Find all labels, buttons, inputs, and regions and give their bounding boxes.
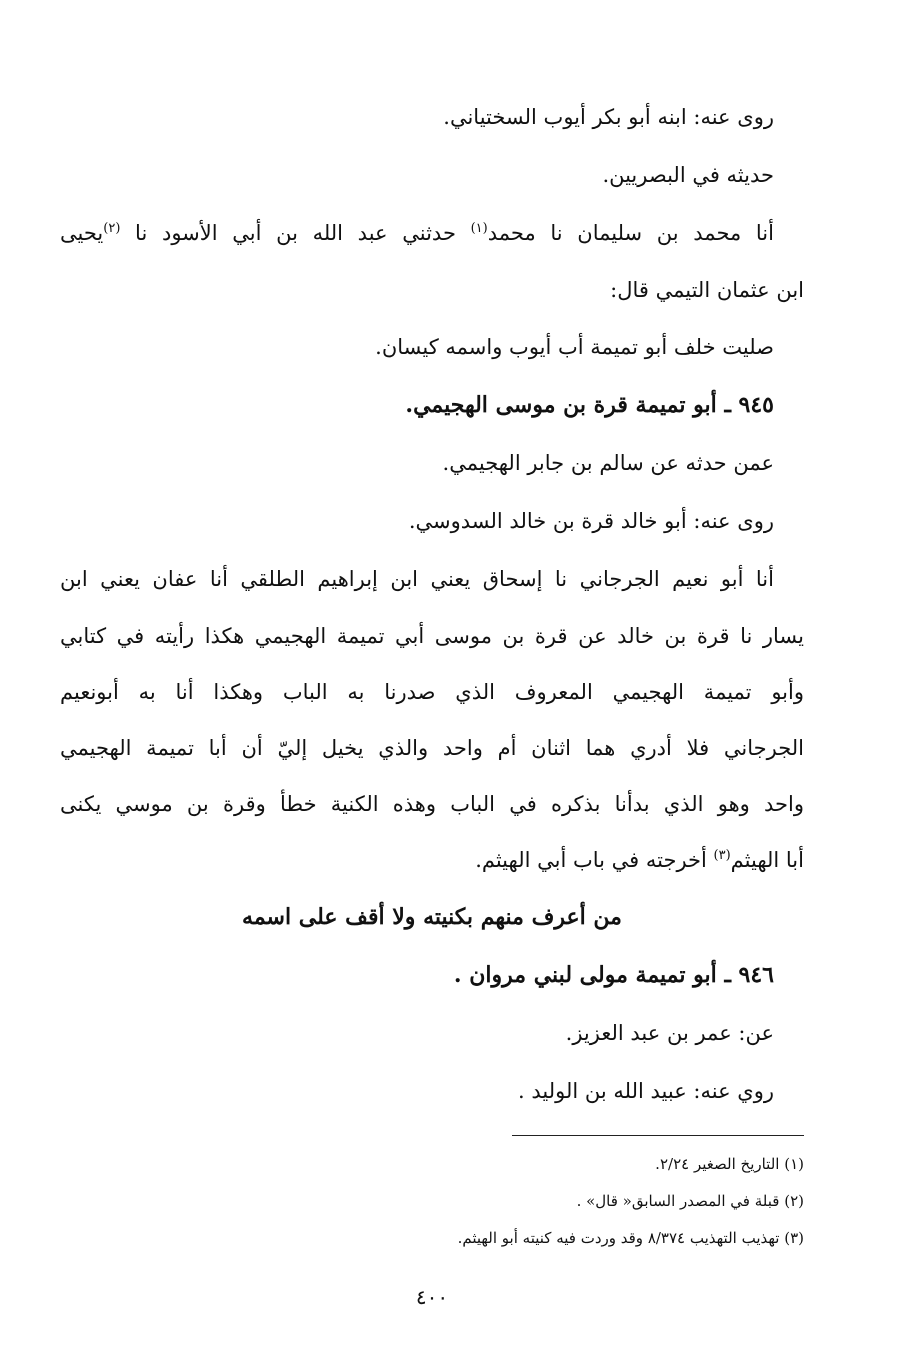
footnote-divider <box>512 1135 804 1136</box>
paragraph-line: وأبو تميمة الهجيمي المعروف الذي صدرنا به الباب وهكذا أنا به أبونعيم <box>60 680 804 704</box>
paragraph-line: أنا أبو نعيم الجرجاني نا إسحاق يعني ابن إبراهيم الطلقي أنا عفان يعني ابن <box>60 567 774 591</box>
footnote-ref-2: (٢) <box>103 221 121 236</box>
footnote-2: (٢) قبلة في المصدر السابق« قال» . <box>576 1192 804 1210</box>
paragraph-line <box>60 832 804 888</box>
section-heading: من أعرف منهم بكنيته ولا أقف على اسمه <box>242 904 622 930</box>
paragraph-line: الجرجاني فلا أدري هما اثنان أم واحد والذي يخيل إليّ أن أبا تميمة الهجيمي <box>60 736 804 760</box>
entry-heading-945: ٩٤٥ ـ أبو تميمة قرة بن موسى الهجيمي. <box>405 392 774 418</box>
footnote-ref-3: (٣) <box>713 848 731 863</box>
isnad-text: يحيى <box>60 221 104 245</box>
hadith-location-line: حديثه في البصريين. <box>602 163 774 187</box>
entry-945-paragraph <box>60 550 804 888</box>
footnote-1: (١) التاريخ الصغير ٢/٢٤. <box>655 1155 804 1173</box>
paragraph-line: يسار نا قرة بن خالد عن قرة بن موسى أبي تميمة الهجيمي هكذا رأيته في كتابي <box>60 624 804 648</box>
isnad-text: أنا محمد بن سليمان نا محمد <box>487 221 774 245</box>
footnotes <box>60 1146 804 1257</box>
entry-945-source: عمن حدثه عن سالم بن جابر الهجيمي. <box>442 451 774 475</box>
paragraph-text: أخرجته في باب أبي الهيثم. <box>475 848 714 872</box>
entry-946-narrator: روي عنه: عبيد الله بن الوليد . <box>518 1079 774 1103</box>
isnad-line-1 <box>60 204 804 262</box>
isnad-paragraph <box>60 204 804 318</box>
footnote-3: (٣) تهذيب التهذيب ٨/٣٧٤ وقد وردت فيه كنيته أبو الهيثم. <box>457 1229 804 1247</box>
narrator-line: روى عنه: ابنه أبو بكر أيوب السختياني. <box>443 105 774 129</box>
paragraph-text: أبا الهيثم <box>730 848 804 872</box>
entry-945-narrator: روى عنه: أبو خالد قرة بن خالد السدوسي. <box>408 509 774 533</box>
page-number: ٤٠٠ <box>415 1285 449 1309</box>
book-page <box>60 88 804 1328</box>
entry-946-source: عن: عمر بن عبد العزيز. <box>565 1021 774 1045</box>
footnote-ref-1: (١) <box>470 221 488 236</box>
prayer-line: صليت خلف أبو تميمة أب أيوب واسمه كيسان. <box>375 335 774 359</box>
paragraph-line: واحد وهو الذي بدأنا بذكره في الباب وهذه الكنية خطأ وقرة بن موسي يكنى <box>60 792 804 816</box>
entry-heading-946: ٩٤٦ ـ أبو تميمة مولى لبني مروان . <box>453 962 774 988</box>
isnad-text: حدثني عبد الله بن أبي الأسود نا <box>120 221 471 245</box>
isnad-line-2: ابن عثمان التيمي قال: <box>610 278 804 302</box>
